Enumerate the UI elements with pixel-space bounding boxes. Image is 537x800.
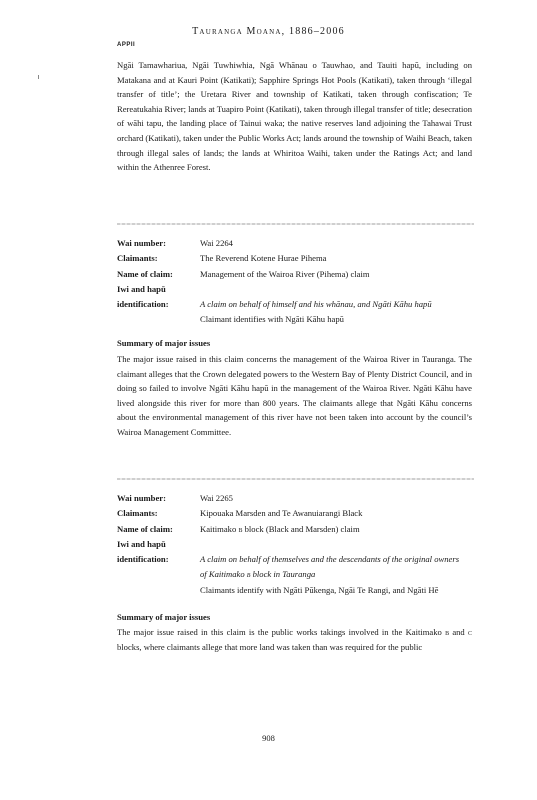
claimants-label: Claimants: bbox=[117, 253, 158, 264]
iwi-row bbox=[117, 282, 474, 297]
claim-info-table bbox=[117, 491, 474, 598]
claim-info-table bbox=[117, 236, 474, 328]
running-title: Tauranga Moana, 1886–2006 bbox=[192, 26, 345, 37]
identification-italic-continued: of Kaitimako b block in Tauranga bbox=[200, 569, 316, 580]
claimants-row bbox=[117, 251, 474, 266]
wai-number-row bbox=[117, 491, 474, 506]
section-divider bbox=[117, 478, 474, 480]
claim-name-row bbox=[117, 522, 474, 537]
identification-italic: A claim on behalf of themselves and the descendants of the original owners bbox=[200, 554, 460, 565]
summary-paragraph: The major issue raised in this claim concerns the management of the Wairoa River in Tauranga. The claimant alleges that the Crown delegated powers to the Western Bay of Plenty District Council, and in doing so failed to involve Ngāti Kāhu hapū in the management of the Wairoa River. Ngāti Kāhu have lived alongside this river for more than 800 years. The claimants allege that Ngāti Kāhu concerns about the environmental management of this river have not been taken into account by the council’s Wairoa Management Committee. bbox=[117, 354, 472, 437]
wai-number-value: Wai 2265 bbox=[200, 493, 233, 503]
claim-name-label: Name of claim: bbox=[117, 268, 173, 279]
identification-italic: A claim on behalf of himself and his whānau, and Ngāti Kāhu hapū bbox=[200, 299, 432, 310]
identification-label: identification: bbox=[117, 554, 169, 565]
claimants-label: Claimants: bbox=[117, 508, 158, 519]
intro-paragraph: Ngāi Tamawhariua, Ngāi Tuwhiwhia, Ngā Whānau o Tauwhao, and Tauiti hapū, including on Matakana and at Kauri Point (Katikati); Sapphire Springs Hot Pools (Katikati), taken through ‘illegal transfer of title’; the Uretara River and township of Katikati, taken through confiscation; Te Rereatukahia River; lands at Tuapiro Point (Katikati), taken through illegal transfer of title; desecration of wāhi tapu, the landing place of Tainui waka; the native reserves land adjoining the Tahawai Trust orchard (Katikati), taken under the Public Works Act; lands around the township of Waihi Beach, taken through illegal sales of lands; the lands at Whiritoa Waihi, taken under the Ratings Act; and land within the Athenree Forest. bbox=[117, 60, 472, 173]
identification-label: identification: bbox=[117, 299, 169, 310]
section-tag: APPII bbox=[117, 42, 136, 48]
claimants-value: Kipouaka Marsden and Te Awanuiarangi Black bbox=[200, 508, 363, 519]
claim-name-value: Management of the Wairoa River (Pihema) claim bbox=[200, 268, 370, 279]
claim-name-value: Kaitimako b block (Black and Marsden) claim bbox=[200, 523, 360, 534]
identification-plain: Claimants identify with Ngāti Pūkenga, Ngāi Te Rangi, and Ngāti Hē bbox=[200, 584, 439, 595]
iwi-label: Iwi and hapū bbox=[117, 538, 166, 549]
wai-number-label: Wai number: bbox=[117, 238, 166, 248]
claimants-row bbox=[117, 506, 474, 521]
iwi-row bbox=[117, 537, 474, 552]
identification-plain: Claimant identifies with Ngāti Kāhu hapū bbox=[200, 314, 344, 325]
claimants-value: The Reverend Kotene Hurae Pihema bbox=[200, 253, 327, 264]
summary-heading: Summary of major issues bbox=[117, 612, 211, 622]
iwi-label: Iwi and hapū bbox=[117, 283, 166, 294]
summary-paragraph: The major issue raised in this claim is the public works takings involved in the Kaitimako b and c blocks, where claimants allege that more land was taken than was required for the public bbox=[117, 627, 472, 652]
page-number: 908 bbox=[262, 733, 275, 743]
claim-name-row bbox=[117, 267, 474, 282]
wai-number-row bbox=[117, 236, 474, 251]
identification-row bbox=[117, 552, 474, 598]
wai-number-label: Wai number: bbox=[117, 493, 166, 503]
wai-number-value: Wai 2264 bbox=[200, 238, 233, 248]
section-divider bbox=[117, 223, 474, 225]
margin-mark bbox=[38, 75, 39, 79]
summary-heading: Summary of major issues bbox=[117, 338, 211, 348]
claim-name-label: Name of claim: bbox=[117, 523, 173, 534]
identification-row bbox=[117, 297, 474, 328]
